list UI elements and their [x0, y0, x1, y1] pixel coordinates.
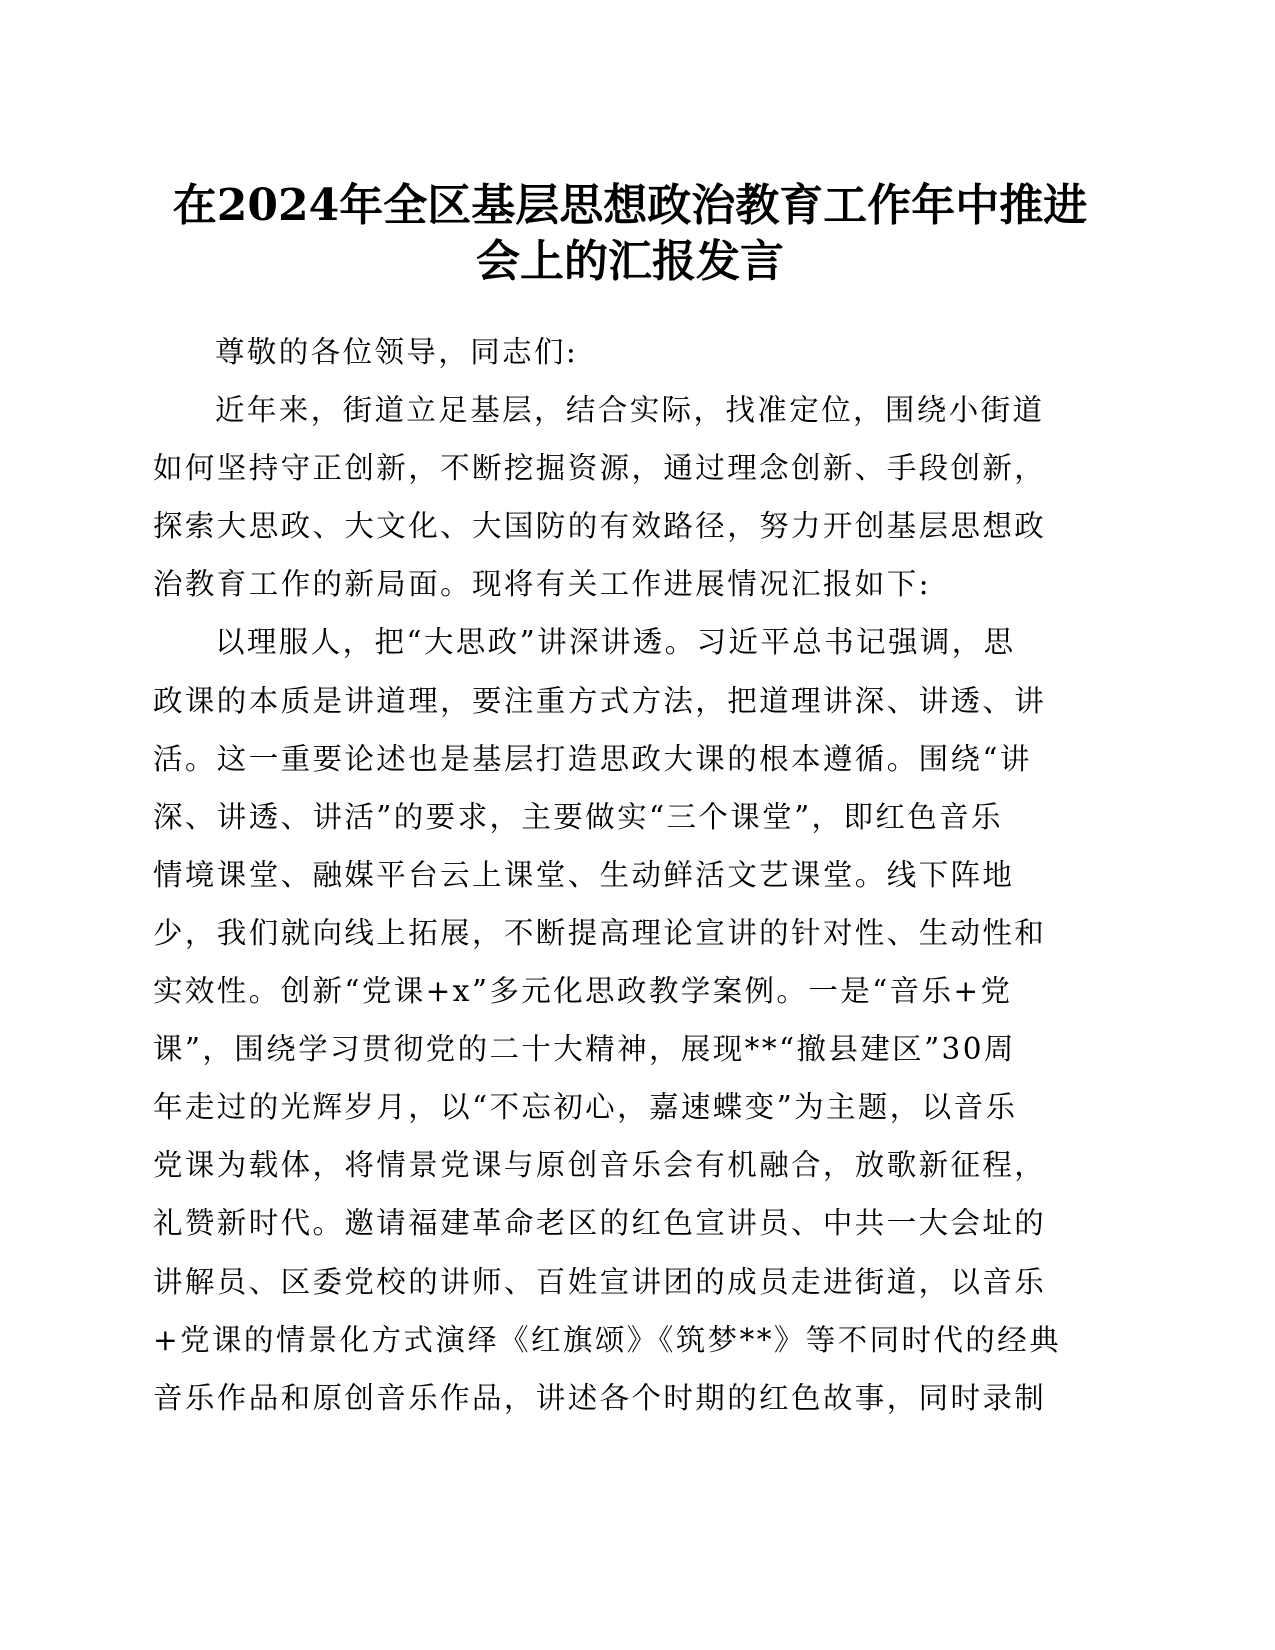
- paragraph-line: 活。这一重要论述也是基层打造思政大课的根本遵循。围绕“讲: [153, 741, 1032, 776]
- paragraph-line: 音乐作品和原创音乐作品，讲述各个时期的红色故事，同时录制: [153, 1380, 1047, 1415]
- paragraph-line: 年走过的光辉岁月，以“不忘初心，嘉速蝶变”为主题，以音乐: [153, 1090, 1018, 1125]
- paragraph-line: 以理服人，把“大思政”讲深讲透。习近平总书记强调，思: [215, 625, 1016, 660]
- paragraph-line: 礼赞新时代。邀请福建革命老区的红色宣讲员、中共一大会址的: [153, 1206, 1047, 1241]
- paragraph-line: 治教育工作的新局面。现将有关工作进展情况汇报如下:: [153, 567, 931, 602]
- title-line-2: 会上的汇报发言: [476, 236, 784, 287]
- paragraph-2: [153, 613, 1093, 1426]
- document-title: [150, 178, 1110, 290]
- paragraph-line: 政课的本质是讲道理，要注重方式方法，把道理讲深、讲透、讲: [153, 683, 1047, 718]
- paragraph-line: 实效性。创新“党课+x”多元化思政教学案例。一是“音乐+党: [153, 974, 1013, 1009]
- paragraph-1: [153, 381, 1093, 613]
- title-line-1: 在2024年全区基层思想政治教育工作年中推进: [172, 180, 1088, 231]
- paragraph-line: 深、讲透、讲活”的要求，主要做实“三个课堂”，即红色音乐: [153, 799, 1003, 834]
- paragraph-line: 如何坚持守正创新，不断挖掘资源，通过理念创新、手段创新，: [153, 451, 1047, 486]
- greeting: 尊敬的各位领导，同志们:: [215, 335, 579, 369]
- paragraph-line: 探索大思政、大文化、大国防的有效路径，努力开创基层思想政: [153, 509, 1047, 544]
- paragraph-line: 党课为载体，将情景党课与原创音乐会有机融合，放歌新征程，: [153, 1148, 1047, 1183]
- paragraph-line: 课”，围绕学习贯彻党的二十大精神，展现**“撤县建区”30周: [153, 1032, 1016, 1067]
- paragraph-line: +党课的情景化方式演绎《红旗颂》《筑梦**》等不同时代的经典: [153, 1322, 1061, 1357]
- document-body: [153, 323, 1093, 1427]
- paragraph-line: 少，我们就向线上拓展，不断提高理论宣讲的针对性、生动性和: [153, 915, 1047, 950]
- paragraph-line: 情境课堂、融媒平台云上课堂、生动鲜活文艺课堂。线下阵地: [153, 857, 1015, 892]
- paragraph-line: 讲解员、区委党校的讲师、百姓宣讲团的成员走进街道，以音乐: [153, 1264, 1047, 1299]
- paragraph-line: 近年来，街道立足基层，结合实际，找准定位，围绕小街道: [215, 393, 1045, 428]
